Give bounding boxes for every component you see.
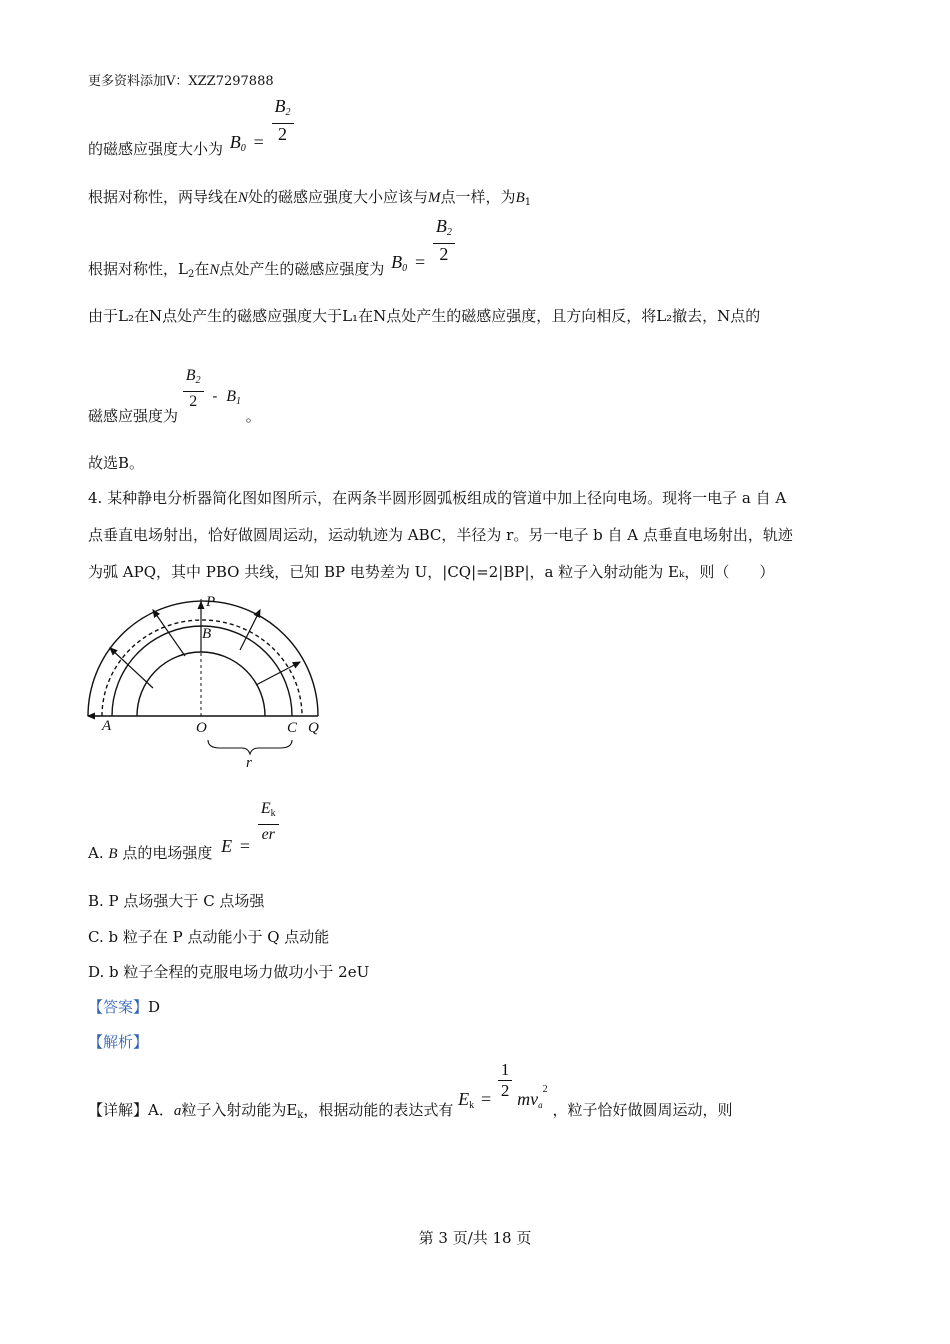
math-ek: $E_k$ (458, 1088, 475, 1111)
answer-label: 【答案】 (88, 998, 149, 1016)
option-c: C. b 粒子在 P 点动能小于 Q 点动能 (88, 928, 330, 946)
question-4-line-1: 4. 某种静电分析器简化图如图所示，在两条半圆形圆弧板组成的管道中加上径向电场。现将一电子 a 自 A (88, 489, 787, 507)
line-choose-b: 故选B。 (88, 454, 145, 472)
math-equals: = (253, 132, 264, 152)
math-equals: = (480, 1088, 492, 1109)
outer-arc-plate (88, 601, 318, 716)
electrostatic-analyzer-figure (80, 590, 340, 780)
line-comparison: 由于L₂在N点处产生的磁感应强度大于L₁在N点处产生的磁感应强度，且方向相反，将L₂撤去，N点的 (88, 307, 761, 325)
line-symmetry-2: 根据对称性，$L_2$在N点处产生的磁感应强度为 $B_0$ = $\frac{B_2}{2}$ (88, 218, 455, 266)
math-fraction-b2-over-2: $\frac{B_2}{2}$ (433, 216, 455, 264)
math-b1: $B_1$ (226, 388, 241, 407)
radius-brace (208, 740, 292, 754)
math-minus: - (212, 387, 218, 405)
label-c: C (287, 720, 298, 736)
math-fraction-b2-over-2: $\frac{B_2}{2}$ (183, 366, 204, 412)
line-symmetry-1: 根据对称性，两导线在N处的磁感应强度大小应该与M点一样，为$B_1$ (88, 188, 532, 208)
header-watermark: 更多资料添加V：XZZ7297888 (88, 74, 274, 89)
answer-value: D (148, 998, 161, 1016)
math-e: E (221, 836, 233, 856)
label-b: B (202, 626, 212, 642)
line-b0-expression (88, 96, 294, 158)
field-arrow-1 (110, 648, 153, 688)
answer-line (88, 996, 160, 1017)
option-a: A. B 点的电场强度 E = $\frac{E_k}{er}$ (88, 803, 279, 849)
detail-line: 【详解】A．a粒子入射动能为$E_k$，根据动能的表达式有 $E_k$ = $\frac{1}{2}$ $mv_a^2$ ，粒子恰好做圆周运动，则 (88, 1060, 733, 1121)
math-equals: = (414, 252, 426, 272)
option-b: B. P 点场强大于 C 点场强 (88, 892, 265, 910)
label-p: P (206, 594, 216, 610)
math-b0: $B_0$ (391, 252, 408, 274)
label-a: A (102, 718, 112, 734)
label-r: r (246, 755, 252, 771)
math-fraction-ek-over-er: $\frac{E_k}{er}$ (258, 799, 279, 845)
math-equals: = (239, 836, 251, 856)
line-result: 磁感应强度为 $\frac{B_2}{2}$ - $B_1$ 。 (88, 367, 261, 425)
math-mv-squared: $mv_a^2$ (517, 1083, 548, 1110)
label-o: O (196, 720, 207, 736)
math-b0: $B_0$ (229, 132, 246, 154)
label-q: Q (308, 720, 319, 736)
option-d: D. b 粒子全程的克服电场力做功小于 2eU (88, 963, 370, 981)
math-fraction-half: $\frac{1}{2}$ (498, 1060, 513, 1101)
line-text: 的磁感应强度大小为 (88, 140, 224, 158)
field-arrow-2 (153, 610, 185, 656)
page-number: 第 3 页/共 18 页 (418, 1229, 532, 1247)
math-fraction-b2-over-2: $\frac{B_2}{2}$ (272, 96, 294, 144)
question-4-line-3: 为弧 APQ，其中 PBO 共线，已知 BP 电势差为 U，|CQ|=2|BP|，a 粒子入射动能为 Eₖ，则（ ） (88, 563, 775, 581)
analysis-label: 【解析】 (88, 1033, 149, 1051)
field-arrow-5 (256, 662, 300, 685)
question-4-line-2: 点垂直电场射出，恰好做圆周运动，运动轨迹为 ABC，半径为 r。另一电子 b 自 A 点垂直电场射出，轨迹 (88, 526, 793, 544)
